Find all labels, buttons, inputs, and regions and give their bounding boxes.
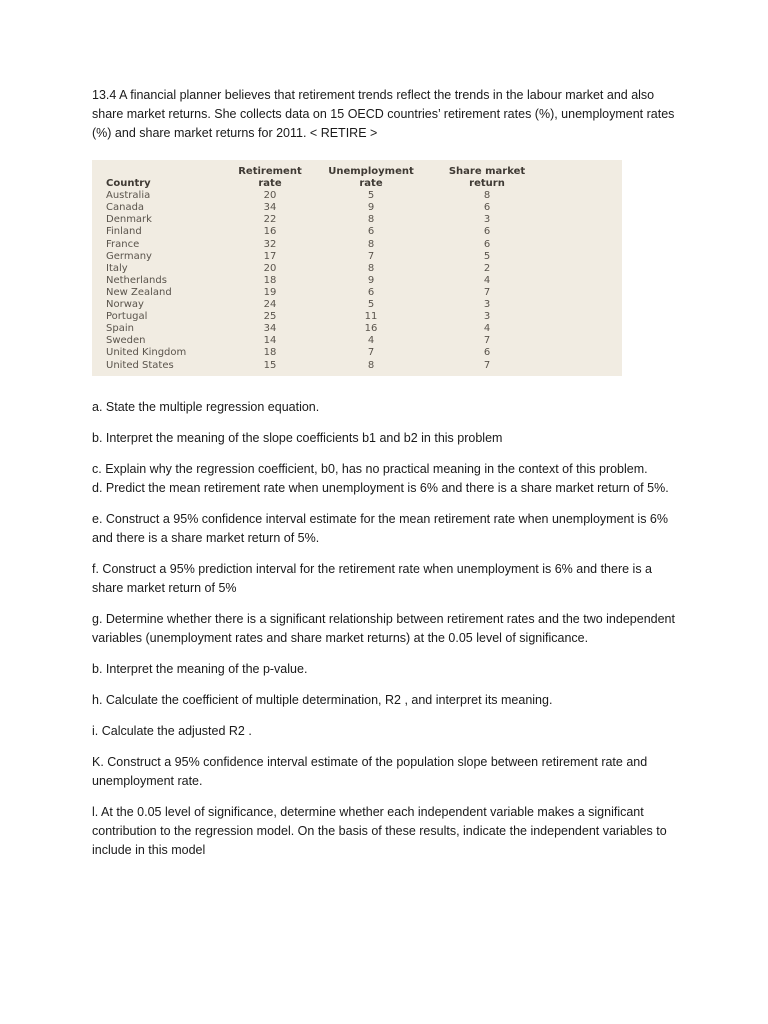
- table-row: [106, 239, 538, 251]
- unemployment-cell: 7: [367, 347, 375, 359]
- country-cell: United Kingdom: [106, 347, 187, 359]
- share-cell: 7: [483, 286, 491, 298]
- retirement-cell: 24: [263, 299, 277, 311]
- question-g: g. Determine whether there is a significant relationship between retirement rates and the two independent variables (unemployment rates and share market returns) at the 0.05 level of significance.: [92, 612, 675, 645]
- retirement-cell: 20: [263, 262, 277, 274]
- header-retirement-line1: Retirement: [238, 166, 302, 177]
- question-b-pvalue: b. Interpret the meaning of the p-value.: [92, 662, 308, 676]
- retirement-cell: 22: [263, 214, 277, 226]
- share-cell: 6: [483, 226, 491, 238]
- share-cell: 7: [483, 359, 491, 371]
- unemployment-cell: 8: [367, 214, 375, 226]
- unemployment-cell: 5: [367, 299, 375, 311]
- table-row: [106, 263, 538, 275]
- share-cell: 4: [483, 274, 491, 286]
- table-row: [106, 251, 538, 263]
- header-share-line1: Share market: [448, 166, 526, 177]
- table-row: [106, 347, 538, 359]
- header-unemployment-line1: Unemployment: [328, 166, 414, 177]
- unemployment-cell: 9: [367, 274, 375, 286]
- retirement-cell: 15: [263, 359, 277, 371]
- question-l: l. At the 0.05 level of significance, determine whether each independent variable makes a significant contribution to the regression model. On the basis of these results, indicate the independent variables to include in this model: [92, 805, 667, 857]
- header-country: Country: [106, 178, 151, 190]
- country-cell: France: [106, 238, 140, 250]
- unemployment-cell: 8: [367, 359, 375, 371]
- unemployment-cell: 8: [367, 262, 375, 274]
- question-d: d. Predict the mean retirement rate when unemployment is 6% and there is a share market return of 5%.: [92, 481, 669, 495]
- unemployment-cell: 8: [367, 238, 375, 250]
- share-cell: 5: [483, 250, 491, 262]
- retirement-cell: 14: [263, 335, 277, 347]
- table-row: [106, 214, 538, 226]
- share-cell: 6: [483, 347, 491, 359]
- table-row: [106, 287, 538, 299]
- retirement-cell: 34: [263, 202, 277, 214]
- question-c: c. Explain why the regression coefficient, b0, has no practical meaning in the context of this problem.: [92, 462, 648, 476]
- table-row: [106, 202, 538, 214]
- country-cell: United States: [106, 359, 174, 371]
- unemployment-cell: 7: [367, 250, 375, 262]
- retirement-cell: 18: [263, 347, 277, 359]
- country-cell: Portugal: [106, 311, 148, 323]
- table-row: [106, 190, 538, 202]
- retirement-cell: 17: [263, 250, 277, 262]
- country-cell: Italy: [106, 262, 128, 274]
- unemployment-cell: 6: [367, 286, 375, 298]
- table-row: [106, 335, 538, 347]
- country-cell: Canada: [106, 202, 145, 214]
- country-cell: Australia: [106, 190, 151, 202]
- country-cell: Netherlands: [106, 274, 167, 286]
- country-cell: New Zealand: [106, 286, 172, 298]
- country-cell: Finland: [106, 226, 142, 238]
- retirement-cell: 19: [263, 286, 277, 298]
- share-cell: 7: [483, 335, 491, 347]
- share-cell: 6: [483, 238, 491, 250]
- header-country-spacer: [106, 165, 234, 178]
- share-cell: 3: [483, 311, 491, 323]
- problem-intro: 13.4 A financial planner believes that retirement trends reflect the trends in the labour market and also share market returns. She collects data on 15 OECD countries’ retirement rates (%), unemployment rates (%) and share market returns for 2011. < RETIRE >: [92, 88, 675, 140]
- unemployment-cell: 9: [367, 202, 375, 214]
- question-e: e. Construct a 95% confidence interval estimate for the mean retirement rate when unemployment is 6% and there is a share market return of 5%.: [92, 512, 668, 545]
- question-i: i. Calculate the adjusted R2 .: [92, 724, 252, 738]
- table-row: [106, 275, 538, 287]
- unemployment-cell: 5: [367, 190, 375, 202]
- share-cell: 3: [483, 299, 491, 311]
- question-list: [92, 398, 684, 860]
- table-row: [106, 323, 538, 335]
- question-h: h. Calculate the coefficient of multiple determination, R2 , and interpret its meaning.: [92, 693, 553, 707]
- unemployment-cell: 16: [364, 323, 378, 335]
- question-b: b. Interpret the meaning of the slope coefficients b1 and b2 in this problem: [92, 431, 503, 445]
- retirement-data-table: [106, 165, 538, 372]
- table-body: [106, 190, 538, 371]
- country-cell: Spain: [106, 323, 134, 335]
- share-cell: 2: [483, 262, 491, 274]
- retirement-cell: 32: [263, 238, 277, 250]
- header-retirement-line2: rate: [258, 178, 282, 190]
- unemployment-cell: 4: [367, 335, 375, 347]
- question-f: f. Construct a 95% prediction interval for the retirement rate when unemployment is 6% and there is a share market return of 5%: [92, 562, 653, 595]
- retirement-cell: 25: [263, 311, 277, 323]
- table-row: [106, 311, 538, 323]
- retirement-cell: 18: [263, 274, 277, 286]
- country-cell: Denmark: [106, 214, 152, 226]
- share-cell: 4: [483, 323, 491, 335]
- header-unemployment-line2: rate: [359, 178, 383, 190]
- share-cell: 8: [483, 190, 491, 202]
- country-cell: Norway: [106, 299, 144, 311]
- table-row: [106, 299, 538, 311]
- share-cell: 3: [483, 214, 491, 226]
- table-row: [106, 226, 538, 238]
- country-cell: Germany: [106, 250, 152, 262]
- share-cell: 6: [483, 202, 491, 214]
- retirement-cell: 20: [263, 190, 277, 202]
- retirement-cell: 16: [263, 226, 277, 238]
- data-table-image: [92, 160, 622, 376]
- unemployment-cell: 11: [364, 311, 378, 323]
- unemployment-cell: 6: [367, 226, 375, 238]
- country-cell: Sweden: [106, 335, 146, 347]
- question-k: K. Construct a 95% confidence interval estimate of the population slope between retirement rate and unemployment rate.: [92, 755, 648, 788]
- table-row: [106, 360, 538, 372]
- retirement-cell: 34: [263, 323, 277, 335]
- header-share-line2: return: [469, 178, 505, 190]
- question-a: a. State the multiple regression equation.: [92, 400, 320, 414]
